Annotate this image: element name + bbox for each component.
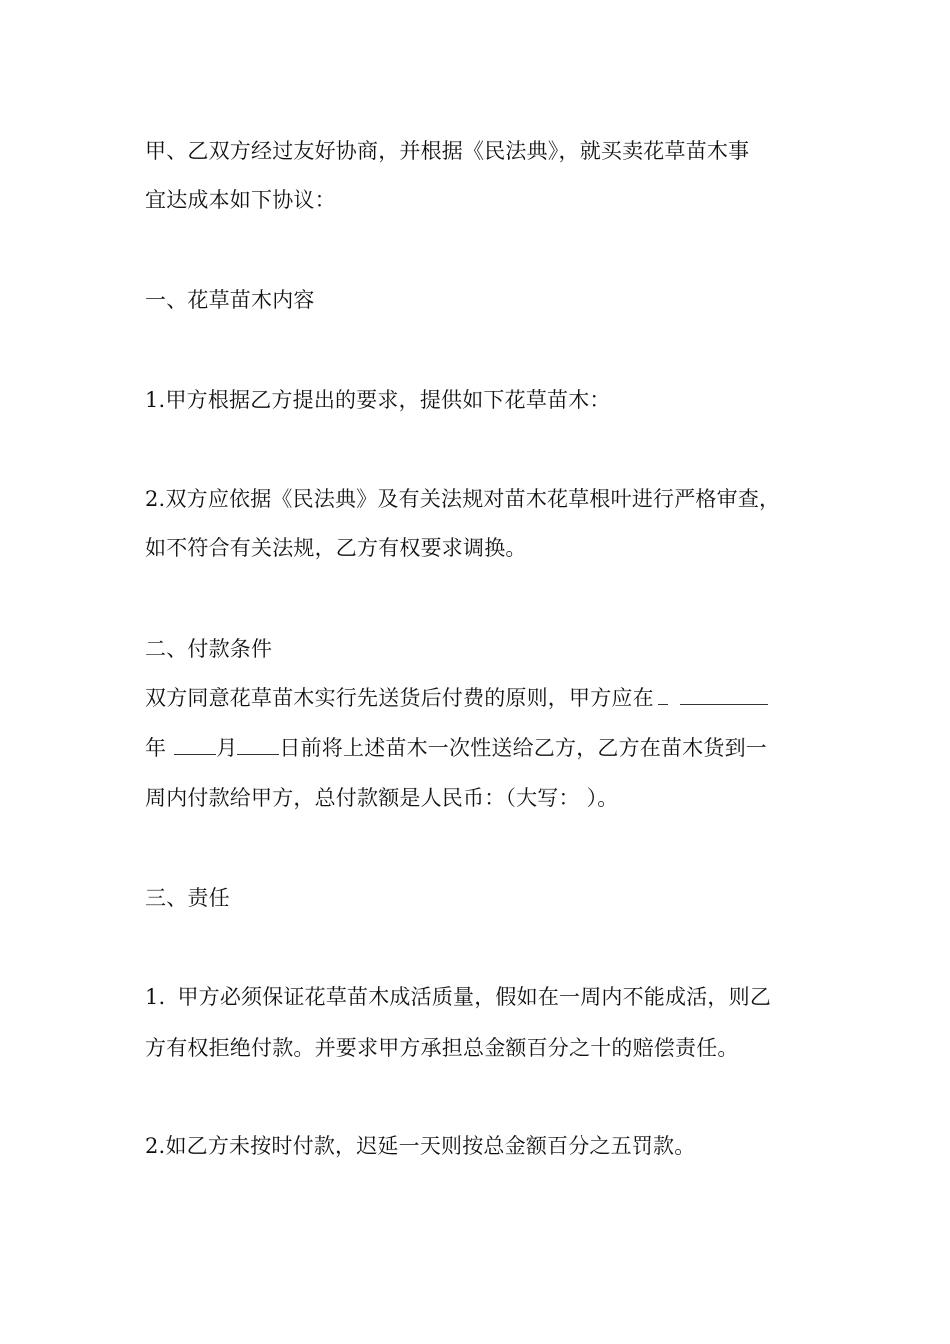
section-3-heading: 三、责任: [145, 886, 230, 910]
blank-field: [237, 734, 279, 755]
section-2-line-3: 周内付款给甲方，总付款额是人民币：（大写： ）。: [145, 786, 619, 810]
year-label: 年: [145, 736, 167, 760]
item-text: 如乙方未按时付款，迟延一天则按总金额百分之五罚款。: [165, 1134, 696, 1158]
item-number: 2.: [145, 1134, 166, 1158]
section-2-line-2: [145, 733, 767, 763]
blank-field: [658, 684, 668, 705]
section-3-item-1-line-2: 方有权拒绝付款。并要求甲方承担总金额百分之十的赔偿责任。: [145, 1036, 739, 1060]
intro-line-1: 甲、乙双方经过友好协商，并根据《民法典》，就买卖花草苗木事: [145, 139, 750, 163]
section-2-heading: 二、付款条件: [145, 637, 273, 661]
section-1-item-2-line-1: [145, 484, 780, 514]
section-3-item-2: [145, 1131, 695, 1161]
section-1-item-1: [145, 385, 611, 415]
blank-field: [174, 734, 216, 755]
section-3-item-1-line-1: [145, 982, 771, 1012]
blank-field: [680, 684, 768, 705]
item-number: 1.: [145, 985, 166, 1009]
section-1-item-2-line-2: 如不符合有关法规，乙方有权要求调换。: [145, 536, 527, 560]
item-text: 双方应依据《民法典》及有关法规对苗木花草根叶进行严格审查，: [165, 487, 781, 511]
item-text: 甲方必须保证花草苗木成活质量，假如在一周内不能成活，则乙: [177, 985, 772, 1009]
item-number: 1.: [145, 388, 166, 412]
payment-text: 双方同意花草苗木实行先送货后付费的原则，甲方应在: [145, 686, 654, 710]
section-1-heading: 一、花草苗木内容: [145, 288, 315, 312]
month-label: 月: [216, 736, 238, 760]
intro-line-2: 宜达成本如下协议：: [145, 188, 336, 212]
item-text: 甲方根据乙方提出的要求，提供如下花草苗木：: [165, 388, 611, 412]
section-2-line-1: [145, 683, 768, 713]
payment-text: 日前将上述苗木一次性送给乙方，乙方在苗木货到一: [279, 736, 768, 760]
item-number: 2.: [145, 487, 166, 511]
